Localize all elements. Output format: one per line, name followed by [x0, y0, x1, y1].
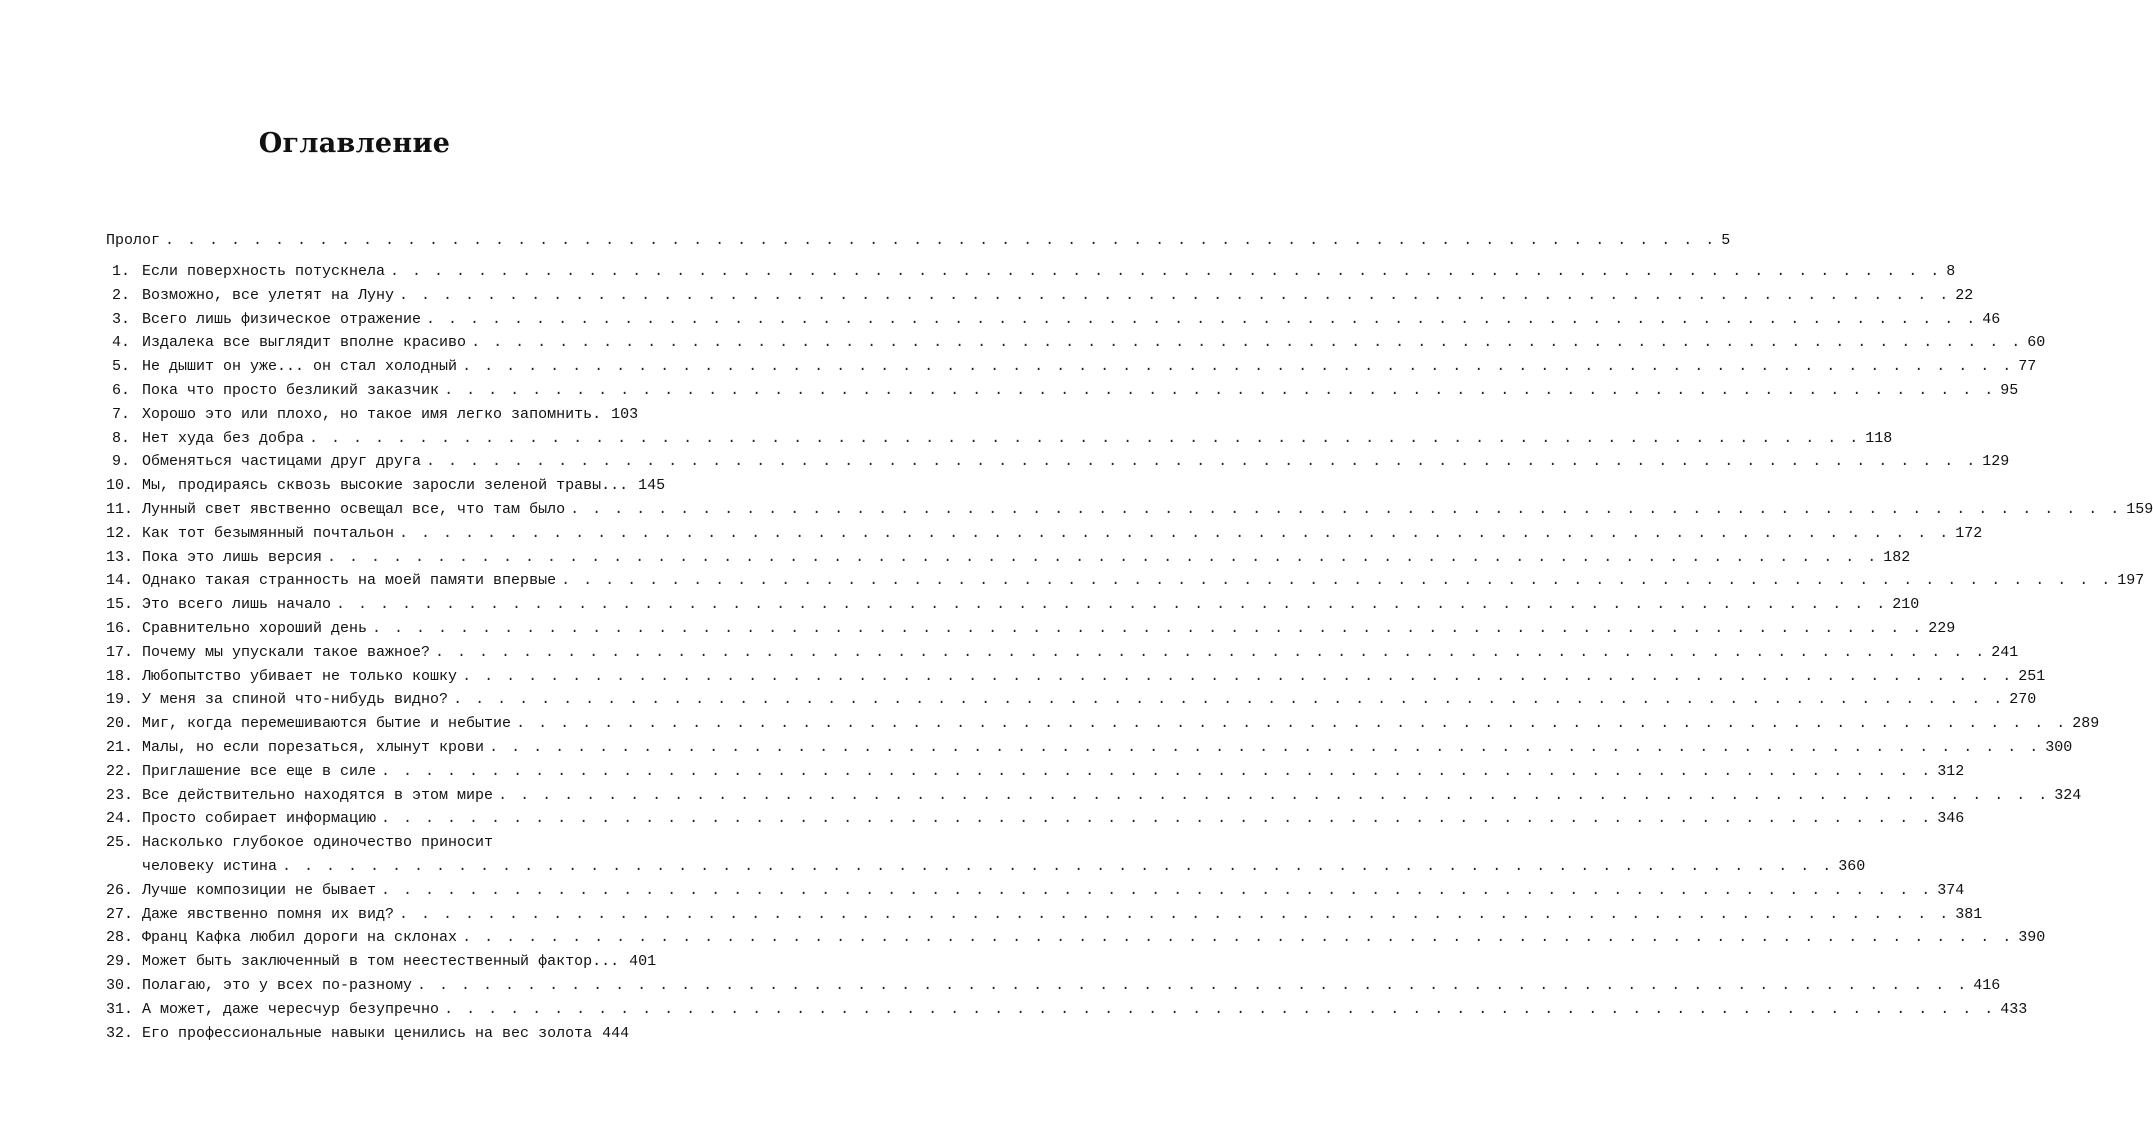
toc-item-continuation: [106, 855, 1866, 879]
toc-item-title: Мы, продираясь сквозь высокие заросли зеленой травы...: [142, 477, 629, 495]
toc-item-title: Почему мы упускали такое важное?: [142, 643, 431, 661]
toc-item-number: 4.: [111, 334, 130, 352]
toc-item: [106, 617, 1956, 641]
toc-leader-dots: . . . . . . . . . . . . . . . . . . . . . . . . . . . . . . . . . . . . . . . . . . . . . . . . . . . . . . . . . . . . . . . . . . . . . . .: [561, 572, 2113, 590]
toc-item-number: 8.: [111, 429, 130, 447]
toc-item-number: 26.: [106, 881, 134, 899]
toc-leader-dots: . . . . . . . . . . . . . . . . . . . . . . . . . . . . . . . . . . . . . . . . . . . . . . . . . . . . . . . . . . . . . . . . . . . . . . .: [381, 810, 1933, 828]
toc-item: [106, 546, 1911, 570]
toc-item: [106, 593, 1920, 617]
toc-item-title: Просто собирает информацию: [142, 810, 377, 828]
toc-leader-dots: . . . . . . . . . . . . . . . . . . . . . . . . . . . . . . . . . . . . . . . . . . . . . . . . . . . . . . . . . . . . . . . . . . . . . . .: [462, 358, 2014, 376]
toc-item-number: 28.: [106, 929, 134, 947]
toc-item-page: 241: [1991, 643, 2019, 661]
toc-item-number: 12.: [106, 524, 134, 542]
toc-item-page: 289: [2072, 715, 2100, 733]
toc-leader-dots: . . . . . . . . . . . . . . . . . . . . . . . . . . . . . . . . . . . . . . . . . . . . . . . . . . . . . . . . . . . . . . . . . . . . . . .: [462, 929, 2014, 947]
toc-leader-dots: . . . . . . . . . . . . . . . . . . . . . . . . . . . . . . . . . . . . . . . . . . . . . . . . . . . . . . . . . . . . . . . . . . . . . . .: [462, 667, 2014, 685]
toc-item-title: Если поверхность потускнела: [142, 263, 386, 280]
toc-item: [106, 879, 1965, 903]
toc-item-page: 444: [602, 1024, 630, 1042]
toc-leader-dots: . . . . . . . . . . . . . . . . . . . . . . . . . . . . . . . . . . . . . . . . . . . . . . . . . . . . . . . . . . . . . . . . . . . . . . .: [435, 643, 1987, 661]
toc-item-page: 210: [1892, 596, 1920, 614]
toc-item: [106, 474, 666, 498]
toc-leader-dots: . . . . . . . . . . . . . . . . . . . . . . . . . . . . . . . . . . . . . . . . . . . . . . . . . . . . . . . . . . . . . . . . . . . . . . .: [165, 232, 1717, 249]
toc-prologue: [106, 229, 1731, 253]
toc-item: [106, 641, 2019, 665]
toc-item-page: 145: [638, 477, 666, 495]
toc-leader-dots: . . . . . . . . . . . . . . . . . . . . . . . . . . . . . . . . . . . . . . . . . . . . . . . . . . . . . . . . . . . . . . . . . . . . . . .: [426, 453, 1978, 471]
toc-item-title: Как тот безымянный почтальон: [142, 524, 395, 542]
toc-item-page: 129: [1982, 453, 2010, 471]
toc-item-number: 18.: [106, 667, 134, 685]
toc-item-number: 11.: [106, 501, 134, 518]
toc-leader-dots: . . . . . . . . . . . . . . . . . . . . . . . . . . . . . . . . . . . . . . . . . . . . . . . . . . . . . . . . . . . . . . . . . . . . . . .: [417, 977, 1969, 994]
toc-item-number: 3.: [111, 310, 130, 328]
toc-item: [106, 284, 1974, 308]
toc-item-page: 229: [1928, 620, 1956, 637]
toc-item-title: Может быть заключенный в том неестественный фактор...: [142, 953, 620, 971]
toc-item-page: 433: [2000, 1000, 2028, 1018]
toc-item: [106, 1022, 628, 1046]
toc-item-page: 381: [1955, 905, 1983, 923]
toc-leader-dots: . . . . . . . . . . . . . . . . . . . . . . . . . . . . . . . . . . . . . . . . . . . . . . . . . . . . . . . . . . . . . . . . . . . . . . .: [399, 286, 1951, 304]
toc-prologue-page: 5: [1721, 232, 1731, 249]
toc-item-page: 182: [1883, 548, 1911, 566]
toc-item: [106, 974, 2001, 998]
toc-leader-dots: . . . . . . . . . . . . . . . . . . . . . . . . . . . . . . . . . . . . . . . . . . . . . . . . . . . . . . . . . . . . . . . . . . . . . . .: [444, 1000, 1996, 1018]
toc-leader-dots: . . . . . . . . . . . . . . . . . . . . . . . . . . . . . . . . . . . . . . . . . . . . . . . . . . . . . . . . . . . . . . . . . . . . . . .: [381, 762, 1933, 780]
toc-item-title: Любопытство убивает не только кошку: [142, 667, 458, 685]
toc-item-page: 401: [629, 953, 657, 971]
toc-leader-dots: . . . . . . . . . . . . . . . . . . . . . . . . . . . . . . . . . . . . . . . . . . . . . . . . . . . . . . . . . . . . . . . . . . . . . . .: [453, 691, 2005, 709]
toc-item-number: 17.: [106, 643, 134, 661]
toc-item-page: 103: [611, 405, 639, 423]
toc-item-title: Сравнительно хороший день: [142, 620, 368, 637]
toc-item-title: Все действительно находятся в этом мире: [142, 786, 494, 804]
toc-item: [106, 498, 2153, 522]
toc-item-title: Насколько глубокое одиночество приносит: [142, 834, 494, 852]
toc-item-title: Лучше композиции не бывает: [142, 881, 377, 899]
toc-item-title: Малы, но если порезаться, хлынут крови: [142, 739, 485, 756]
toc-item: [106, 355, 2037, 379]
toc-item-page: 172: [1955, 524, 1983, 542]
toc-leader-dots: . . . . . . . . . . . . . . . . . . . . . . . . . . . . . . . . . . . . . . . . . . . . . . . . . . . . . . . . . . . . . . . . . . . . . . .: [372, 620, 1924, 637]
toc-item-page: 60: [2027, 334, 2046, 352]
toc-item-title: Пока это лишь версия: [142, 548, 323, 566]
toc-leader-dots: . . . . . . . . . . . . . . . . . . . . . . . . . . . . . . . . . . . . . . . . . . . . . . . . . . . . . . . . . . . . . . . . . . . . . . .: [444, 382, 1996, 399]
toc-item: [106, 736, 2073, 760]
toc-item: [106, 688, 2037, 712]
toc-item-title: Приглашение все еще в силе: [142, 762, 377, 780]
toc-item-page: 374: [1937, 881, 1965, 899]
toc-item-page: 300: [2045, 739, 2073, 756]
toc-item: [106, 760, 1965, 784]
toc-item-title: Это всего лишь начало: [142, 596, 332, 614]
toc-leader-dots: . . . . . . . . . . . . . . . . . . . . . . . . . . . . . . . . . . . . . . . . . . . . . . . . . . . . . . . . . . . . . . . . . . . . . . .: [570, 501, 2122, 518]
toc-item-page: 416: [1973, 977, 2001, 994]
toc-item-page: 360: [1838, 858, 1866, 875]
toc-item-title: Лунный свет явственно освещал все, что там было: [142, 501, 566, 518]
toc-item-number: 21.: [106, 739, 134, 756]
toc-item-title: У меня за спиной что-нибудь видно?: [142, 691, 449, 709]
toc-leader-dots: . . . . . . . . . . . . . . . . . . . . . . . . . . . . . . . . . . . . . . . . . . . . . . . . . . . . . . . . . . . . . . . . . . . . . . .: [498, 786, 2050, 804]
toc-item-number: 10.: [106, 477, 134, 495]
toc-item: [106, 403, 639, 427]
toc-item: [106, 784, 2082, 808]
toc-item-number: 31.: [106, 1000, 134, 1018]
toc-item-page: 46: [1982, 310, 2001, 328]
toc-item: [106, 998, 2028, 1022]
toc-item-title: Его профессиональные навыки ценились на вес золота: [142, 1024, 593, 1042]
toc-item-title: Нет худа без добра: [142, 429, 305, 447]
toc-item-title: А может, даже чересчур безупречно: [142, 1000, 440, 1018]
toc-prologue-label: Пролог: [106, 232, 161, 249]
toc-item-number: 14.: [106, 572, 134, 590]
toc-item-number: 7.: [111, 405, 130, 423]
toc-item: [106, 379, 2019, 403]
toc-item-number: 24.: [106, 810, 134, 828]
toc-item-title: Возможно, все улетят на Луну: [142, 286, 395, 304]
toc-leader-dots: . . . . . . . . . . . . . . . . . . . . . . . . . . . . . . . . . . . . . . . . . . . . . . . . . . . . . . . . . . . . . . . . . . . . . . .: [381, 881, 1933, 899]
toc-item-page: 77: [2018, 358, 2037, 376]
toc-leader-dots: . . . . . . . . . . . . . . . . . . . . . . . . . . . . . . . . . . . . . . . . . . . . . . . . . . . . . . . . . . . . . . . . . . . . . . .: [309, 429, 1861, 447]
toc-item-title-continued: человеку истина: [142, 858, 278, 875]
toc-item: [106, 522, 1983, 546]
toc-item-page: 95: [2000, 382, 2019, 399]
toc-item: [106, 831, 628, 855]
page-title: Оглавление: [258, 128, 451, 159]
toc-item: [106, 450, 2010, 474]
toc-item-title: Не дышит он уже... он стал холодный: [142, 358, 458, 376]
toc-item-number: 19.: [106, 691, 134, 709]
toc-item-page: 312: [1937, 762, 1965, 780]
toc-item: [106, 427, 1893, 451]
toc-item: [106, 308, 2001, 332]
toc-item-number: 9.: [111, 453, 130, 471]
toc-leader-dots: . . . . . . . . . . . . . . . . . . . . . . . . . . . . . . . . . . . . . . . . . . . . . . . . . . . . . . . . . . . . . . . . . . . . . . .: [327, 548, 1879, 566]
toc-item-page: 346: [1937, 810, 1965, 828]
toc-item-number: 22.: [106, 762, 134, 780]
toc-item-title: Франц Кафка любил дороги на склонах: [142, 929, 458, 947]
toc-leader-dots: . . . . . . . . . . . . . . . . . . . . . . . . . . . . . . . . . . . . . . . . . . . . . . . . . . . . . . . . . . . . . . . . . . . . . . .: [282, 858, 1834, 875]
toc-item-number: 15.: [106, 596, 134, 614]
toc-item-number: 23.: [106, 786, 134, 804]
toc-item: [106, 807, 1965, 831]
toc-item-number: 2.: [111, 286, 130, 304]
toc-item-page: 22: [1955, 286, 1974, 304]
toc-item-page: 8: [1946, 263, 1956, 280]
toc-item-page: 251: [2018, 667, 2046, 685]
toc-item-title: Всего лишь физическое отражение: [142, 310, 422, 328]
toc-item-title: Хорошо это или плохо, но такое имя легко запомнить.: [142, 405, 602, 423]
toc-item: [106, 926, 2046, 950]
toc-item-number: 27.: [106, 905, 134, 923]
toc-item-page: 324: [2054, 786, 2082, 804]
toc-item-number: 16.: [106, 620, 134, 637]
toc-item-number: 25.: [106, 834, 134, 852]
toc-item-number: 29.: [106, 953, 134, 971]
toc-item-number: 13.: [106, 548, 134, 566]
toc-leader-dots: . . . . . . . . . . . . . . . . . . . . . . . . . . . . . . . . . . . . . . . . . . . . . . . . . . . . . . . . . . . . . . . . . . . . . . .: [399, 524, 1951, 542]
toc-item-title: Миг, когда перемешиваются бытие и небытие: [142, 715, 512, 733]
toc-item: [106, 260, 1956, 284]
toc-item-title: Издалека все выглядит вполне красиво: [142, 334, 467, 352]
toc-item-page: 390: [2018, 929, 2046, 947]
toc-item-number: 5.: [111, 358, 130, 376]
toc-leader-dots: . . . . . . . . . . . . . . . . . . . . . . . . . . . . . . . . . . . . . . . . . . . . . . . . . . . . . . . . . . . . . . . . . . . . . . .: [399, 905, 1951, 923]
toc-leader-dots: . . . . . . . . . . . . . . . . . . . . . . . . . . . . . . . . . . . . . . . . . . . . . . . . . . . . . . . . . . . . . . . . . . . . . . .: [471, 334, 2023, 352]
toc-leader-dots: . . . . . . . . . . . . . . . . . . . . . . . . . . . . . . . . . . . . . . . . . . . . . . . . . . . . . . . . . . . . . . . . . . . . . . .: [489, 739, 2041, 756]
toc-item: [106, 331, 2046, 355]
toc-item: [106, 665, 2046, 689]
toc-item-page: 159: [2126, 501, 2153, 518]
toc-item: [106, 712, 2100, 736]
toc-item: [106, 950, 657, 974]
toc-leader-dots: . . . . . . . . . . . . . . . . . . . . . . . . . . . . . . . . . . . . . . . . . . . . . . . . . . . . . . . . . . . . . . . . . . . . . . .: [516, 715, 2068, 733]
toc-item-title: Однако такая странность на моей памяти впервые: [142, 572, 557, 590]
toc-item-title: Пока что просто безликий заказчик: [142, 382, 440, 399]
toc-item-page: 270: [2009, 691, 2037, 709]
toc-item: [106, 903, 1983, 927]
toc-item-number: 32.: [106, 1024, 134, 1042]
toc-item-number: 20.: [106, 715, 134, 733]
toc-leader-dots: . . . . . . . . . . . . . . . . . . . . . . . . . . . . . . . . . . . . . . . . . . . . . . . . . . . . . . . . . . . . . . . . . . . . . . .: [336, 596, 1888, 614]
toc-item-number: 1.: [111, 263, 130, 280]
toc-item-title: Даже явственно помня их вид?: [142, 905, 395, 923]
toc-item-number: 30.: [106, 977, 134, 994]
toc-item-page: 197: [2117, 572, 2145, 590]
toc-leader-dots: . . . . . . . . . . . . . . . . . . . . . . . . . . . . . . . . . . . . . . . . . . . . . . . . . . . . . . . . . . . . . . . . . . . . . . .: [390, 263, 1942, 280]
toc-item-number: 6.: [111, 382, 130, 399]
toc-item-page: 118: [1865, 429, 1893, 447]
toc-item-title: Обменяться частицами друг друга: [142, 453, 422, 471]
toc-item-title: Полагаю, это у всех по-разному: [142, 977, 413, 994]
toc-item: [106, 569, 2145, 593]
toc-leader-dots: . . . . . . . . . . . . . . . . . . . . . . . . . . . . . . . . . . . . . . . . . . . . . . . . . . . . . . . . . . . . . . . . . . . . . . .: [426, 310, 1978, 328]
